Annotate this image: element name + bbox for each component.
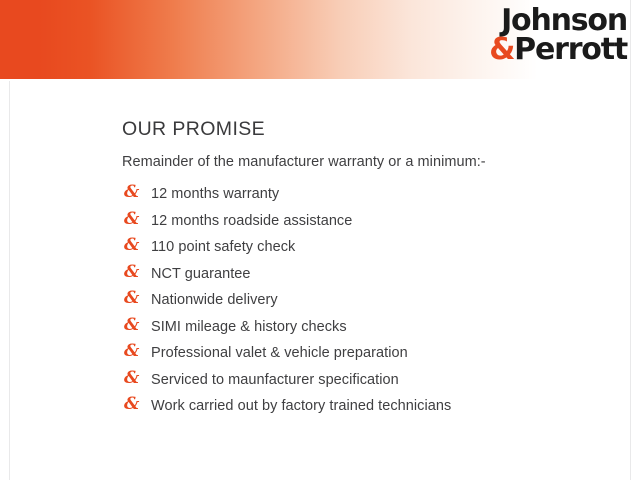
list-item-label: Nationwide delivery — [151, 292, 278, 308]
ampersand-bullet-icon: & — [124, 341, 140, 361]
list-item — [122, 208, 602, 230]
list-item — [122, 235, 602, 256]
header-divider — [0, 79, 640, 81]
page-title: OUR PROMISE — [122, 118, 266, 140]
list-item-label: 12 months warranty — [151, 186, 280, 202]
johnson-and-perrott-logo — [489, 3, 627, 67]
promise-list — [122, 182, 602, 415]
logo-perrott-text: Perrott — [514, 31, 627, 67]
ampersand-bullet-icon: & — [124, 394, 140, 414]
list-item — [122, 182, 602, 203]
list-item-label: SIMI mileage & history checks — [151, 318, 347, 335]
ampersand-bullet-icon: & — [124, 288, 140, 308]
ampersand-bullet-icon: & — [124, 182, 140, 202]
logo-ampersand-icon: & — [489, 31, 515, 67]
list-item-label: 110 point safety check — [151, 239, 296, 255]
brand-header-band — [0, 0, 640, 79]
list-item — [122, 394, 602, 415]
list-item — [122, 314, 602, 336]
list-item-label: 12 months roadside assistance — [151, 212, 353, 229]
ampersand-bullet-icon: & — [124, 314, 140, 335]
ampersand-bullet-icon: & — [124, 235, 140, 255]
list-item-label: Serviced to maunfacturer specification — [151, 371, 399, 388]
logo-line-johnson: Johnson — [501, 3, 627, 38]
ampersand-bullet-icon: & — [124, 261, 140, 282]
ampersand-bullet-icon: & — [124, 208, 140, 229]
promise-subtitle: Remainder of the manufacturer warranty or a minimum:- — [122, 154, 486, 170]
list-item-label: NCT guarantee — [151, 265, 251, 282]
list-item — [122, 261, 602, 283]
logo-line-perrott — [489, 31, 627, 67]
list-item — [122, 367, 602, 389]
promise-content — [122, 118, 602, 425]
list-item — [122, 288, 602, 309]
ampersand-bullet-icon: & — [124, 367, 140, 388]
list-item — [122, 341, 602, 362]
list-item-label: Professional valet & vehicle preparation — [151, 345, 408, 361]
list-item-label: Work carried out by factory trained technicians — [151, 398, 452, 414]
